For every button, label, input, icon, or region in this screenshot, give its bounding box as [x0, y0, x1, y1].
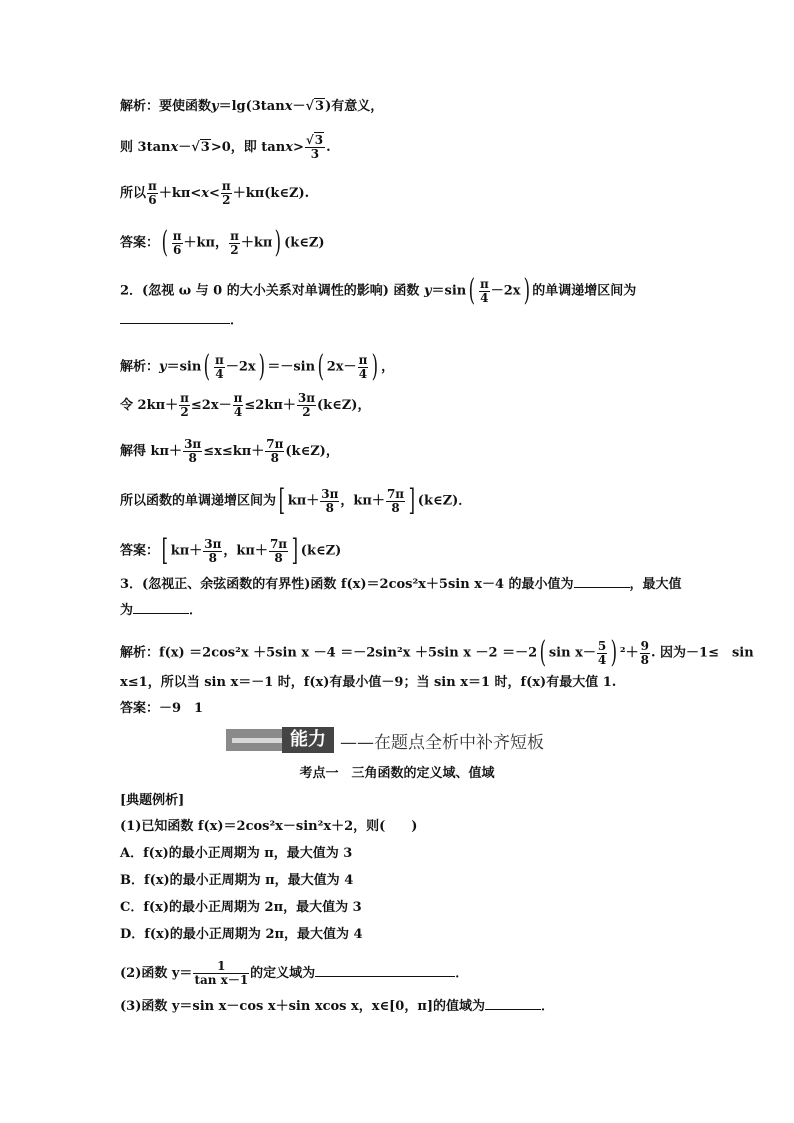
answer-blank[interactable]: [120, 323, 230, 324]
q2-sol-line3: 解得 kπ＋ $\frac{3\pi}{8}$ ≤x≤kπ＋ $\frac{7\pi}{8}$ (k∈Z)，: [120, 437, 339, 465]
q2-sol-line2: 令 2kπ＋ $\frac{\pi}{2}$ ≤2x－ $\frac{\pi}{4}$ ≤2kπ＋ $\frac{3\pi}{2}$ (k∈Z)，: [120, 391, 371, 419]
sol1-line1: 解析：要使函数y＝lg(3tanx－√3)有意义，: [120, 99, 384, 114]
q3-stem: 3．(忽视正、余弦函数的有界性)函数 f(x)＝2cos²x＋5sin x－4 的最小值为 ，最大值: [120, 577, 682, 592]
q2-sol-line4: 所以函数的单调递增区间为[ kπ＋ $\frac{3\pi}{8}$ ，kπ＋ $\frac{7\pi}{8}$ ] (k∈Z)．: [120, 483, 472, 518]
range-blank[interactable]: [485, 1009, 541, 1010]
q3-stem-line2: 为 ．: [120, 603, 203, 618]
fraction: $\frac{1}{\text{tan x－1}}$: [194, 959, 249, 987]
p1-option-c[interactable]: C．f(x)的最小正周期为 2π，最大值为 3: [120, 900, 362, 915]
ability-banner: [226, 727, 544, 753]
fraction: $\frac{√3}{3}$: [305, 133, 324, 161]
fraction: $\frac{\pi}{4}$: [479, 276, 489, 305]
fraction: $\frac{3\pi}{8}$: [204, 536, 222, 565]
section-title: 考点一 三角函数的定义域、值域: [299, 766, 495, 781]
fraction: $\frac{\pi}{2}$: [180, 391, 189, 419]
q2-stem: 2．(忽视 ω 与 0 的大小关系对单调性的影响) 函数 y＝sin( $\frac{\pi}{4}$ －2x) 的单调递增区间为: [120, 273, 637, 308]
fraction: $\frac{5}{4}$: [597, 638, 607, 667]
p1-stem: (1)已知函数 f(x)＝2cos²x－sin²x＋2，则( ): [120, 819, 418, 834]
sol1-line3: 所以 $\frac{\pi}{6}$ ＋kπ<x< $\frac{\pi}{2}$ ＋kπ(k∈Z).: [120, 179, 310, 207]
fraction: $\frac{\pi}{6}$: [172, 228, 182, 257]
fraction: $\frac{7\pi}{8}$: [266, 437, 284, 465]
p1-option-b[interactable]: B．f(x)的最小正周期为 π，最大值为 4: [120, 873, 354, 888]
fraction: $\frac{3\pi}{8}$: [184, 437, 202, 465]
fraction: $\frac{3\pi}{8}$: [321, 486, 339, 515]
q3-answer: 答案：－9 1: [120, 701, 204, 716]
q3-sol-line1: 解析：f(x) ＝2cos²x ＋5sin x －4 ＝－2sin²x ＋5sin x －2 ＝－2( sin x－ $\frac{5}{4}$ ) ²＋ $\frac{9}{8}$ . 因为－1≤ sin: [120, 635, 754, 670]
fraction: $\frac{\pi}{4}$: [358, 352, 368, 381]
q2-blank-line: ．: [120, 312, 243, 330]
fraction: $\frac{\pi}{4}$: [233, 391, 243, 419]
banner-decor: [226, 729, 282, 751]
fraction: $\frac{\pi}{2}$: [230, 228, 239, 257]
banner-title: 能力: [282, 727, 334, 753]
fraction: $\frac{\pi}{4}$: [215, 352, 224, 381]
banner-subtitle: ——在题点全析中补齐短板: [340, 732, 544, 753]
domain-blank[interactable]: [315, 976, 455, 977]
example-label: [典题例析]: [120, 793, 185, 808]
q2-answer: 答案：[ kπ＋ $\frac{3\pi}{8}$ ，kπ＋ $\frac{7\pi}{8}$ ] (k∈Z): [120, 533, 342, 568]
fraction: $\frac{7\pi}{8}$: [269, 536, 288, 565]
fraction: $\frac{\pi}{2}$: [221, 179, 231, 207]
fraction: $\frac{\pi}{6}$: [148, 179, 157, 207]
q3-sol-line2: x≤1，所以当 sin x＝－1 时，f(x)有最小值－9；当 sin x＝1 时，f(x)有最大值 1.: [120, 675, 617, 690]
q2-sol-line1: 解析：y＝sin( $\frac{\pi}{4}$ －2x) ＝－sin( 2x－ $\frac{\pi}{4}$ ) ，: [120, 349, 395, 384]
p2-stem: (2)函数 y＝ $\frac{1}{\text{tan x－1}}$ 的定义域为 ．: [120, 959, 469, 987]
fraction: $\frac{3\pi}{2}$: [297, 391, 316, 419]
fraction: $\frac{7\pi}{8}$: [386, 486, 405, 515]
min-value-blank[interactable]: [574, 587, 630, 588]
p1-option-d[interactable]: D．f(x)的最小正周期为 2π，最大值为 4: [120, 927, 363, 942]
fraction: $\frac{9}{8}$: [640, 638, 649, 667]
p1-option-a[interactable]: A．f(x)的最小正周期为 π，最大值为 3: [120, 846, 353, 861]
sol1-line2: 则 3tanx－√3>0，即 tanx> $\frac{√3}{3}$ .: [120, 133, 331, 161]
p3-stem: (3)函数 y＝sin x－cos x＋sin xcos x，x∈[0，π]的值域为 ．: [120, 999, 555, 1014]
sol1-answer: 答案：( $\frac{\pi}{6}$ ＋kπ， $\frac{\pi}{2}$ ＋kπ) (k∈Z): [120, 225, 325, 260]
max-value-blank[interactable]: [133, 613, 189, 614]
